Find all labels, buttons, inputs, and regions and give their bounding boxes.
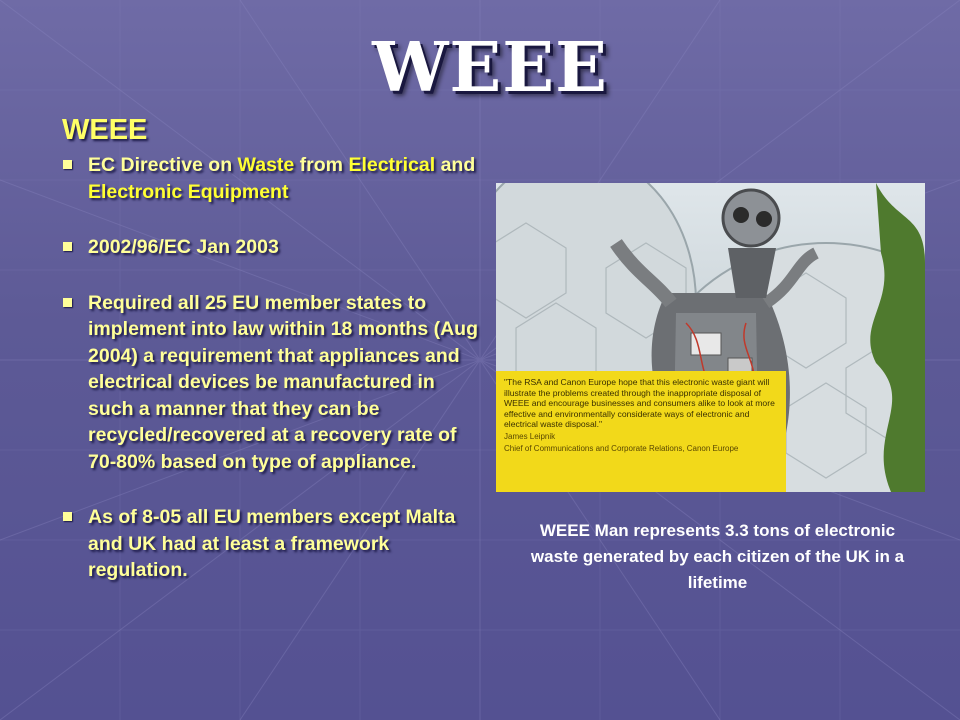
quote-author-title: Chief of Communications and Corporate Relations, Canon Europe: [504, 443, 739, 453]
bullet-status: [62, 504, 480, 584]
section-heading: WEEE: [62, 114, 148, 146]
bullet-text-part: and: [435, 154, 476, 176]
bullet-text-part: from: [294, 154, 349, 176]
bullet-list: [62, 152, 480, 613]
slide-title: WEEE: [372, 28, 608, 108]
square-bullet-icon: [63, 242, 72, 251]
highlight-electronic-equipment: Electronic Equipment: [88, 180, 289, 203]
weee-man-photo: [496, 183, 925, 492]
bullet-requirement: [62, 290, 480, 476]
bullet-text-part: EC Directive on: [88, 154, 238, 176]
square-bullet-icon: [63, 512, 72, 521]
highlight-electrical: Electrical: [348, 154, 436, 176]
highlight-waste: Waste: [237, 154, 295, 176]
bullet-text: As of 8-05 all EU members except Malta and UK had at least a framework regulation.: [88, 506, 456, 581]
bullet-text: Required all 25 EU member states to implement into law within 18 months (Aug 2004) a requirement that appliances and electrical devices be manufactured in such a manner that they can be recycled/recovered at a recovery rate of 70-80% based on type of appliance.: [88, 291, 479, 473]
quote-author: James Leipnik: [504, 431, 556, 441]
bullet-directive-number: [62, 234, 480, 261]
square-bullet-icon: [63, 298, 72, 307]
quote-box: [496, 371, 786, 492]
photo-caption: WEEE Man represents 3.3 tons of electronic waste generated by each citizen of the UK in a lifetime: [530, 521, 905, 592]
quote-text: "The RSA and Canon Europe hope that this electronic waste giant will illustrate the problems created through the inappropriate disposal of WEEE and encourage businesses and consumers alike to look at more effective and environmentally considerate ways of electronic and electrical waste disposal.": [504, 377, 775, 430]
square-bullet-icon: [63, 160, 72, 169]
bullet-text: 2002/96/EC Jan 2003: [88, 236, 279, 258]
bullet-directive: [62, 152, 480, 205]
